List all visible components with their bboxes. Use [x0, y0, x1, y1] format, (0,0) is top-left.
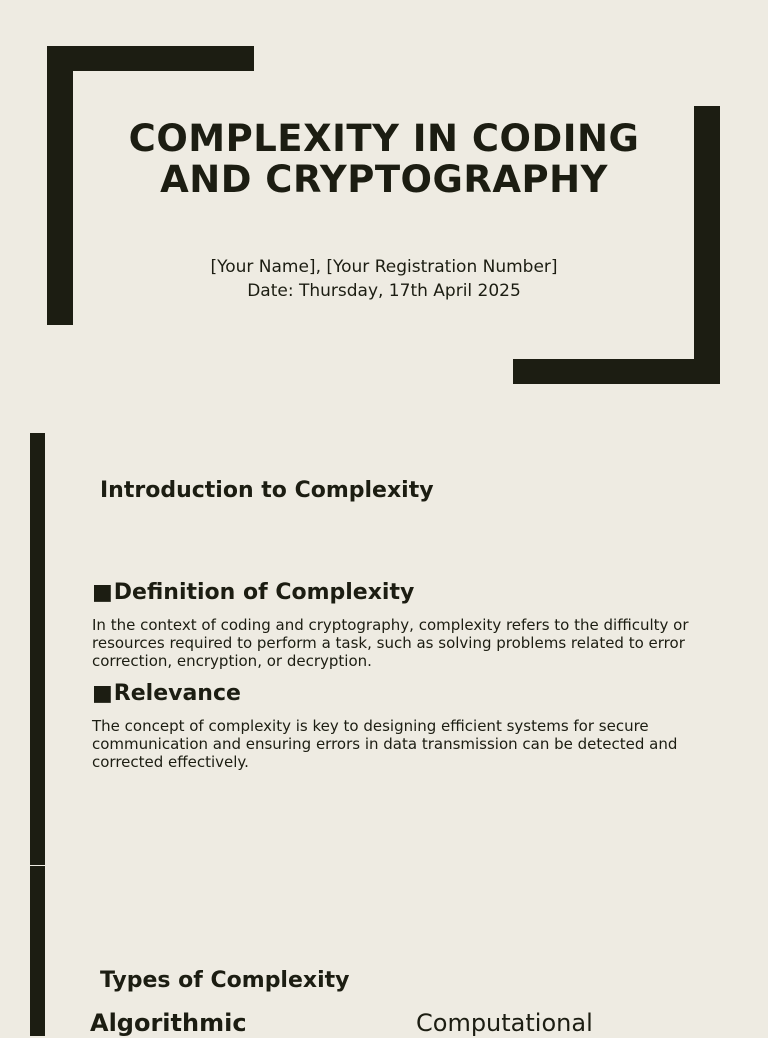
frame-bottom-right-vertical [694, 106, 720, 384]
square-bullet-icon: ■ [92, 580, 113, 605]
slide3-accent-bar [30, 866, 45, 1036]
definition-text: In the context of coding and cryptography, complexity refers to the difficulty or resources required to perform a task, such as solving problems related to error correction, encryption, or decryption. [92, 616, 689, 670]
types-heading: Types of Complexity [100, 968, 350, 993]
relevance-text: The concept of complexity is key to designing efficient systems for secure communication and ensuring errors in data transmission can be detected and corrected effectively. [92, 717, 678, 771]
relevance-heading [92, 680, 241, 708]
slide2-accent-bar [30, 433, 45, 865]
intro-heading: Introduction to Complexity [100, 478, 434, 503]
frame-bottom-right-horizontal [513, 359, 720, 384]
author-line: [Your Name], [Your Registration Number] [210, 257, 558, 277]
square-bullet-icon: ■ [92, 681, 113, 706]
definition-heading [92, 579, 414, 607]
computational-column-title: Computational [416, 1009, 593, 1037]
frame-top-left-vertical [47, 46, 73, 325]
definition-title: Definition of Complexity [113, 580, 415, 605]
algorithmic-column-title: Algorithmic [90, 1009, 247, 1037]
slide-title: COMPLEXITY IN CODING AND CRYPTOGRAPHY [128, 117, 640, 201]
relevance-title: Relevance [113, 681, 241, 706]
date-line: Date: Thursday, 17th April 2025 [247, 281, 521, 301]
frame-top-left-horizontal [47, 46, 254, 71]
